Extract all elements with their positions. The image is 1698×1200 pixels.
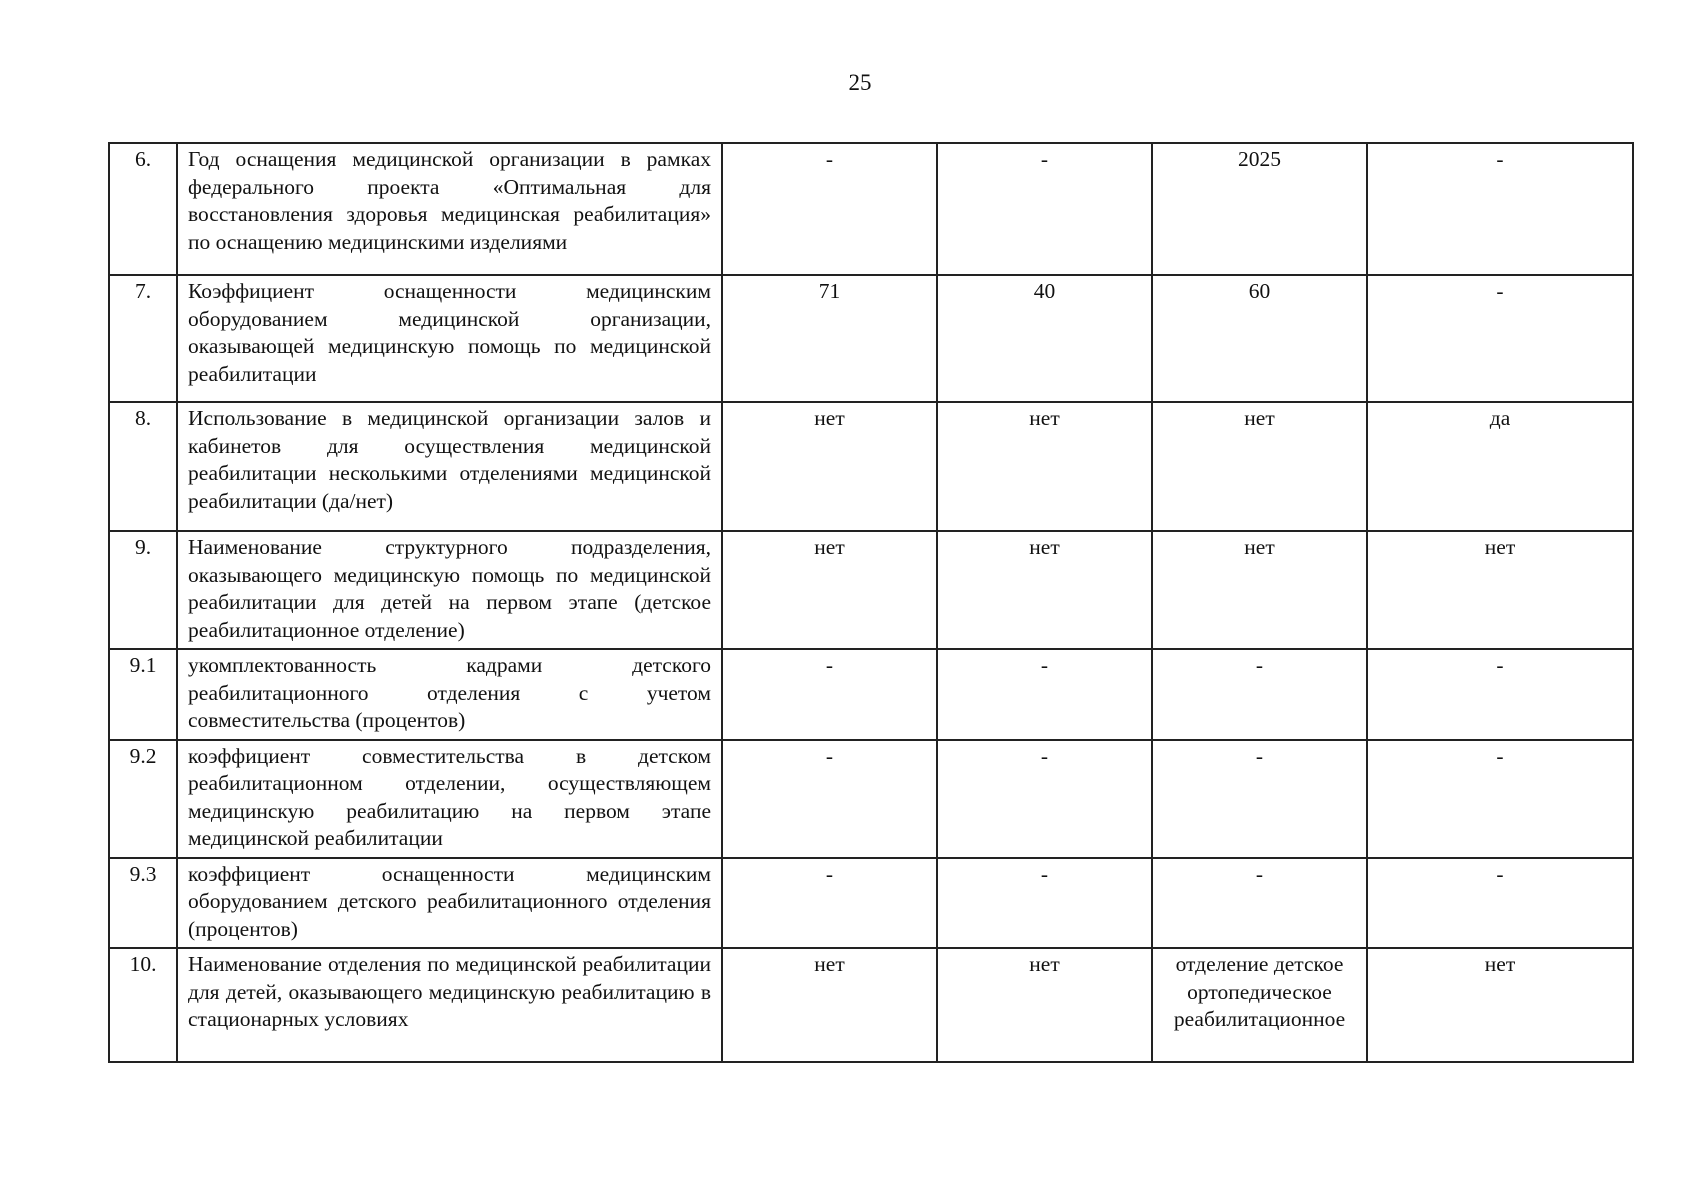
row-value-3: отделение детское ортопедическое реабилитационное bbox=[1152, 948, 1367, 1062]
table-row bbox=[109, 948, 1633, 1062]
row-value-2: нет bbox=[937, 948, 1152, 1062]
row-description: коэффициент совместительства в детском реабилитационном отделении, осуществляющем медицинскую реабилитацию на первом этапе медицинской реабилитации bbox=[177, 740, 722, 858]
row-value-2: - bbox=[937, 143, 1152, 275]
row-value-4: - bbox=[1367, 858, 1633, 949]
row-value-3: - bbox=[1152, 740, 1367, 858]
row-value-1: нет bbox=[722, 402, 937, 531]
row-value-2: нет bbox=[937, 402, 1152, 531]
row-value-2: 40 bbox=[937, 275, 1152, 402]
row-value-3: - bbox=[1152, 858, 1367, 949]
row-description: коэффициент оснащенности медицинским оборудованием детского реабилитационного отделения (процентов) bbox=[177, 858, 722, 949]
row-value-4: - bbox=[1367, 740, 1633, 858]
table-row bbox=[109, 740, 1633, 858]
row-description: Наименование структурного подразделения, оказывающего медицинскую помощь по медицинской реабилитации для детей на первом этапе (детское реабилитационное отделение) bbox=[177, 531, 722, 649]
row-value-3: нет bbox=[1152, 531, 1367, 649]
row-value-1: - bbox=[722, 143, 937, 275]
row-value-1: нет bbox=[722, 948, 937, 1062]
row-value-3: - bbox=[1152, 649, 1367, 740]
row-number: 10. bbox=[109, 948, 177, 1062]
table-row bbox=[109, 649, 1633, 740]
row-value-3: 2025 bbox=[1152, 143, 1367, 275]
row-number: 8. bbox=[109, 402, 177, 531]
row-description: Использование в медицинской организации залов и кабинетов для осуществления медицинской реабилитации несколькими отделениями медицинской реабилитации (да/нет) bbox=[177, 402, 722, 531]
row-value-4: нет bbox=[1367, 948, 1633, 1062]
table-row bbox=[109, 402, 1633, 531]
row-description: Год оснащения медицинской организации в рамках федерального проекта «Оптимальная для восстановления здоровья медицинская реабилитация» по оснащению медицинскими изделиями bbox=[177, 143, 722, 275]
page-number: 25 bbox=[848, 70, 872, 95]
row-value-1: - bbox=[722, 649, 937, 740]
row-number: 6. bbox=[109, 143, 177, 275]
row-value-4: нет bbox=[1367, 531, 1633, 649]
row-value-2: - bbox=[937, 740, 1152, 858]
row-number: 9. bbox=[109, 531, 177, 649]
table-row bbox=[109, 143, 1633, 275]
table-row bbox=[109, 531, 1633, 649]
row-value-4: - bbox=[1367, 143, 1633, 275]
table-row bbox=[109, 858, 1633, 949]
row-value-3: 60 bbox=[1152, 275, 1367, 402]
row-value-1: - bbox=[722, 858, 937, 949]
row-value-3: нет bbox=[1152, 402, 1367, 531]
row-value-2: - bbox=[937, 649, 1152, 740]
row-description: Коэффициент оснащенности медицинским оборудованием медицинской организации, оказывающей медицинскую помощь по медицинской реабилитации bbox=[177, 275, 722, 402]
row-description: укомплектованность кадрами детского реабилитационного отделения с учетом совместительства (процентов) bbox=[177, 649, 722, 740]
row-number: 9.1 bbox=[109, 649, 177, 740]
row-description: Наименование отделения по медицинской реабилитации для детей, оказывающего медицинскую реабилитацию в стационарных условиях bbox=[177, 948, 722, 1062]
row-value-1: - bbox=[722, 740, 937, 858]
indicators-table bbox=[108, 142, 1634, 1063]
row-value-2: - bbox=[937, 858, 1152, 949]
row-value-4: да bbox=[1367, 402, 1633, 531]
row-value-4: - bbox=[1367, 275, 1633, 402]
row-number: 9.3 bbox=[109, 858, 177, 949]
row-value-4: - bbox=[1367, 649, 1633, 740]
row-value-1: нет bbox=[722, 531, 937, 649]
row-value-1: 71 bbox=[722, 275, 937, 402]
row-number: 7. bbox=[109, 275, 177, 402]
row-value-2: нет bbox=[937, 531, 1152, 649]
row-number: 9.2 bbox=[109, 740, 177, 858]
table-row bbox=[109, 275, 1633, 402]
